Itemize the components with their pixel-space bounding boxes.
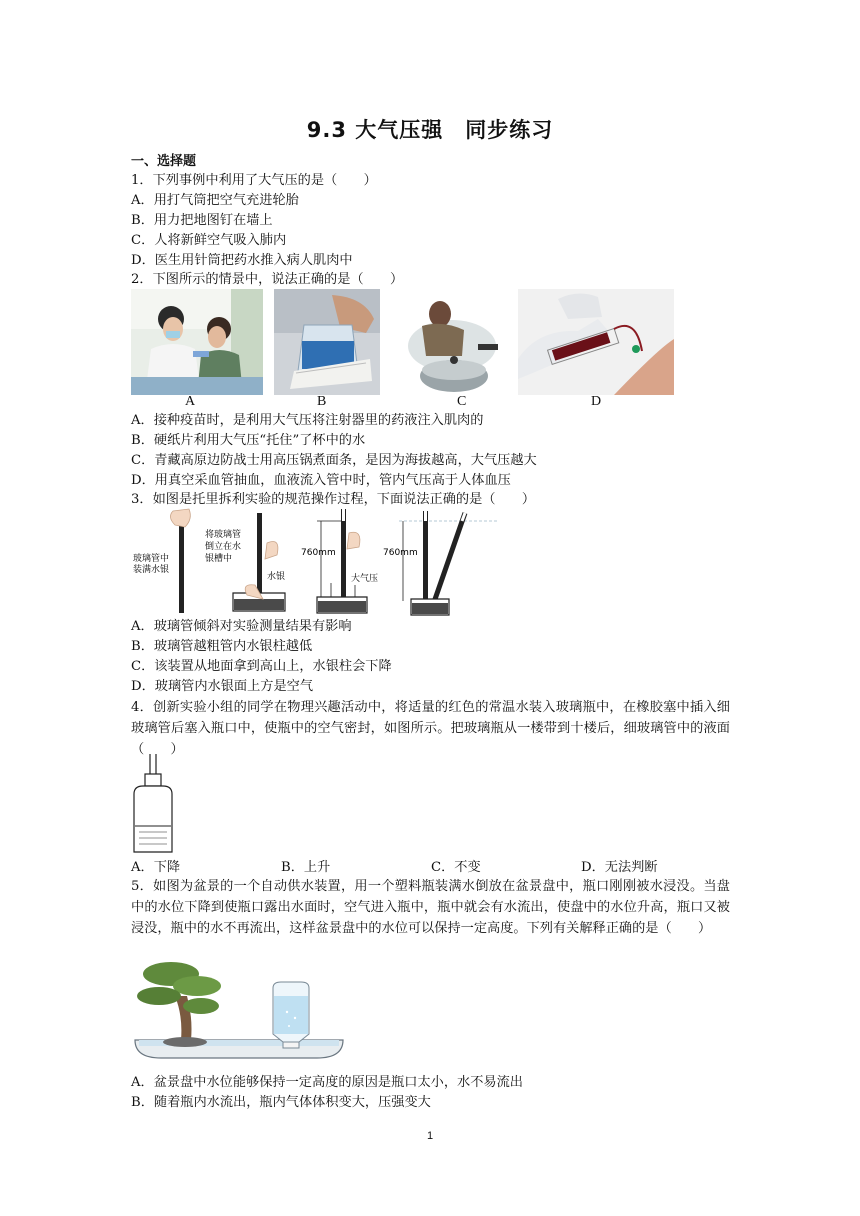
vaccination-photo <box>131 289 263 395</box>
page-number: 1 <box>426 1130 434 1142</box>
torricelli-experiment-diagram <box>131 507 501 617</box>
label-full-tube-1: 玻璃管中 <box>133 554 170 564</box>
full-mercury-tube <box>179 519 184 613</box>
photo-label-b: B <box>317 394 327 409</box>
sealed-bottle-diagram <box>131 752 177 856</box>
photo-label-a: A <box>185 394 196 409</box>
label-height-2: 760mm <box>383 548 418 558</box>
q2-option-b: B．硬纸片利用大气压“托住”了杯中的水 <box>131 433 366 448</box>
q3-stem: 3．如图是托里拆利实验的规范操作过程，下面说法正确的是（ ） <box>131 492 536 507</box>
q3-option-a: A．玻璃管倾斜对实验测量结果有影响 <box>131 619 352 634</box>
q1-option-b: B．用力把地图钉在墙上 <box>131 213 273 228</box>
label-height-1: 760mm <box>301 548 336 558</box>
q5-stem: 5．如图为盆景的一个自动供水装置，用一个塑料瓶装满水倒放在盆景盘中，瓶口刚刚被水浸没。当盘中的水位下降到使瓶口露出水面时，空气进入瓶中，瓶中就会有水流出，使盘中的水位升高，瓶口又被浸没，瓶中的水不再流出，这样盆景盘中的水位可以保持一定高度。下列有关解释正确的是（ ） <box>131 879 730 936</box>
q3-option-c: C．该装置从地面拿到高山上，水银柱会下降 <box>131 659 392 674</box>
q2-option-c: C．青藏高原边防战士用高压锅煮面条，是因为海拔越高，大气压越大 <box>131 453 537 468</box>
q4-option-d: D．无法判断 <box>581 860 658 875</box>
q4-stem: 4．创新实验小组的同学在物理兴趣活动中，将适量的红色的常温水装入玻璃瓶中，在橡胶塞中插入细玻璃管后塞入瓶口中，使瓶中的空气密封，如图所示。把玻璃瓶从一楼带到十楼后，细玻璃管中的液面（ ） <box>131 700 730 757</box>
q4-option-a: A．下降 <box>131 860 181 875</box>
label-mercury: 水银 <box>267 572 286 582</box>
blood-draw-photo <box>518 289 674 395</box>
page-title: 9.3 大气压强 同步练习 <box>306 118 554 142</box>
photo-label-d: D <box>591 394 602 409</box>
q2-option-a: A．接种疫苗时，是利用大气压将注射器里的药液注入肌肉的 <box>131 413 484 428</box>
q2-option-d: D．用真空采血管抽血，血液流入管中时，管内气压高于人体血压 <box>131 473 511 488</box>
q1-option-c: C．人将新鲜空气吸入肺内 <box>131 233 287 248</box>
section-heading: 一、选择题 <box>131 154 197 169</box>
q3-option-d: D．玻璃管内水银面上方是空气 <box>131 679 314 694</box>
photo-label-c: C <box>457 394 467 409</box>
q5-option-b: B．随着瓶内水流出，瓶内气体体积变大，压强变大 <box>131 1095 431 1110</box>
label-atm: 大气压 <box>351 574 379 584</box>
pressure-cooker-photo <box>404 296 504 395</box>
paper-card-cup-photo <box>274 289 380 395</box>
q3-option-b: B．玻璃管越粗管内水银柱越低 <box>131 639 313 654</box>
q5-option-a: A．盆景盘中水位能够保持一定高度的原因是瓶口太小，水不易流出 <box>131 1075 523 1090</box>
q4-option-c: C．不变 <box>431 860 481 875</box>
q1-option-d: D．医生用针筒把药水推入病人肌肉中 <box>131 253 353 268</box>
label-invert-1: 将玻璃管 <box>205 530 242 540</box>
label-invert-3: 银槽中 <box>205 554 233 564</box>
q1-stem: 1．下列事例中利用了大气压的是（ ） <box>131 173 377 188</box>
q2-stem: 2．下图所示的情景中，说法正确的是（ ） <box>131 272 404 287</box>
q1-option-a: A．用打气筒把空气充进轮胎 <box>131 193 299 208</box>
q4-option-b: B．上升 <box>281 860 331 875</box>
label-full-tube-2: 装满水银 <box>133 565 170 575</box>
label-invert-2: 倒立在水 <box>205 542 242 552</box>
bonsai-water-supply-diagram <box>131 956 346 1062</box>
